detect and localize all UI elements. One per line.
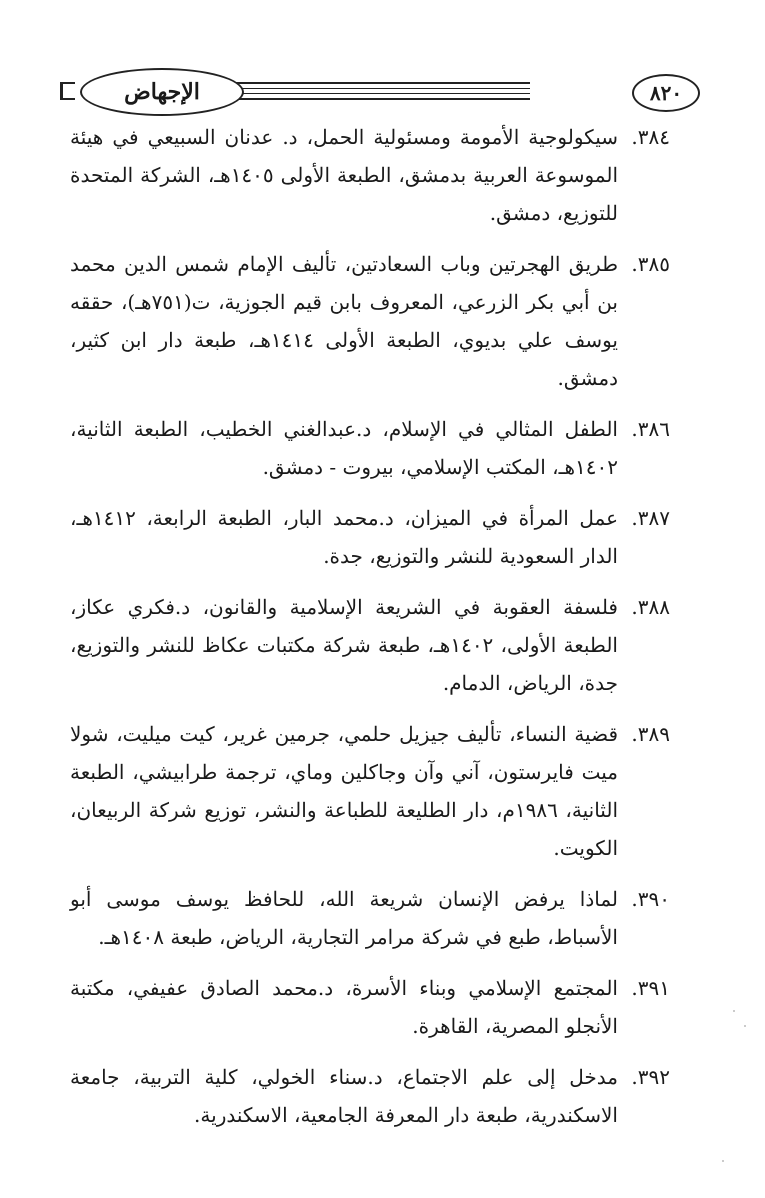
reference-number: ٣٩٢. [631,1065,670,1089]
scan-speck [744,1025,746,1027]
reference-item [70,1058,670,1134]
scan-speck [722,1160,724,1162]
reference-number: ٣٩٠. [631,887,670,911]
reference-item [70,118,670,232]
page-number: ٨٢٠ [632,74,700,112]
reference-text: فلسفة العقوبة في الشريعة الإسلامية والقانون، د.فكري عكاز، الطبعة الأولى، ١٤٠٢هـ، طبعة شركة مكتبات عكاظ للنشر والتوزيع، جدة، الرياض، الدمام. [70,595,618,695]
reference-number: ٣٨٥. [631,252,670,276]
reference-text: عمل المرأة في الميزان، د.محمد البار، الطبعة الرابعة، ١٤١٢هـ، الدار السعودية للنشر والتوزيع، جدة. [70,506,618,568]
reference-number: ٣٨٦. [631,417,670,441]
reference-number: ٣٨٤. [631,125,670,149]
header-rule-end-cap [60,82,71,100]
reference-number: ٣٨٧. [631,506,670,530]
reference-text: المجتمع الإسلامي وبناء الأسرة، د.محمد الصادق عفيفي، مكتبة الأنجلو المصرية، القاهرة. [70,976,618,1038]
reference-text: مدخل إلى علم الاجتماع، د.سناء الخولي، كلية التربية، جامعة الاسكندرية، طبعة دار المعرفة الجامعية، الاسكندرية. [70,1065,618,1127]
reference-number: ٣٩١. [631,976,670,1000]
reference-number: ٣٨٨. [631,595,670,619]
scan-speck [733,1010,735,1012]
reference-item [70,245,670,397]
running-header [60,68,700,118]
reference-text: قضية النساء، تأليف جيزيل حلمي، جرمين غرير، كيت ميليت، شولا ميت فايرستون، آني وآن وجاكلين وماي، ترجمة طرابيشي، الطبعة الثانية، ١٩٨٦م، دار الطليعة للطباعة والنشر، توزيع شركة الربيعان، الكويت. [70,722,618,860]
reference-item [70,588,670,702]
reference-item [70,715,670,867]
reference-text: لماذا يرفض الإنسان شريعة الله، للحافظ يوسف موسى أبو الأسباط، طبع في شركة مرامر التجارية، الرياض، طبعة ١٤٠٨هـ. [70,887,618,949]
reference-text: الطفل المثالي في الإسلام، د.عبدالغني الخطيب، الطبعة الثانية، ١٤٠٢هـ، المكتب الإسلامي، بيروت - دمشق. [70,417,618,479]
reference-item [70,410,670,486]
reference-list [70,118,670,1147]
reference-number: ٣٨٩. [631,722,670,746]
reference-text: سيكولوجية الأمومة ومسئولية الحمل، د. عدنان السبيعي في هيئة الموسوعة العربية بدمشق، الطبعة الأولى ١٤٠٥هـ، الشركة المتحدة للتوزيع، دمشق. [70,125,618,225]
reference-item [70,499,670,575]
reference-item [70,969,670,1045]
reference-text: طريق الهجرتين وباب السعادتين، تأليف الإمام شمس الدين محمد بن أبي بكر الزرعي، المعروف بابن قيم الجوزية، ت(٧٥١هـ)، حققه يوسف علي بديوي، الطبعة الأولى ١٤١٤هـ، طبعة دار ابن كثير، دمشق. [70,252,619,390]
reference-item [70,880,670,956]
chapter-title: الإجهاض [80,68,244,116]
